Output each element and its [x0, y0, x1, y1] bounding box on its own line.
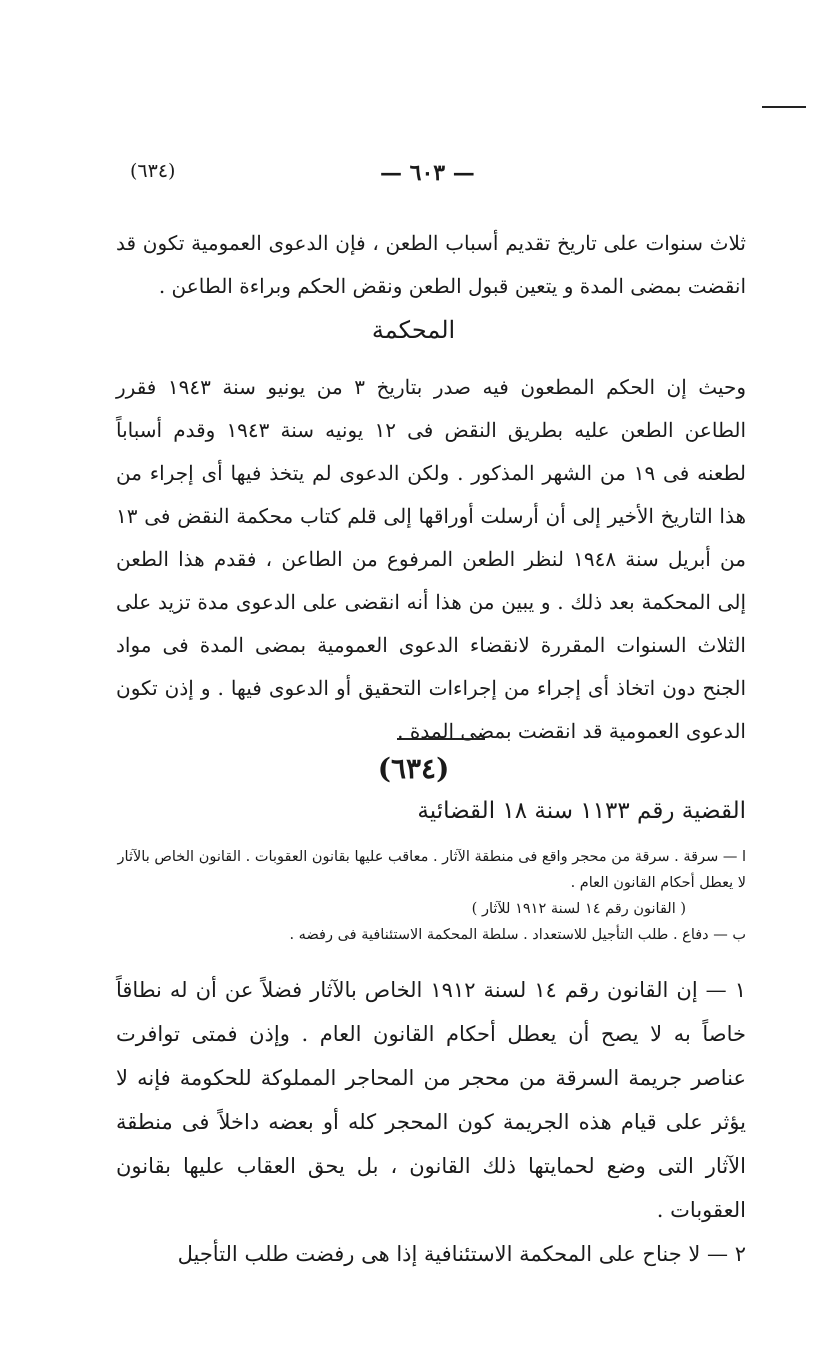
- court-heading: المحكمة: [371, 316, 456, 344]
- page-header: [130, 160, 700, 188]
- case-number: (٦٣٤): [377, 752, 450, 785]
- header-case-ref: (٦٣٤): [130, 160, 176, 182]
- court-reasoning-block: [116, 366, 746, 753]
- rules-block: [116, 968, 746, 1276]
- margin-rule: [762, 106, 806, 108]
- intro-block: [116, 222, 746, 308]
- rule-2: ٢ — لا جناح على المحكمة الاستئنافية إذا هى رفضت طلب التأجيل: [177, 1242, 746, 1266]
- summary-law-ref: ( القانون رقم ١٤ لسنة ١٩١٢ للآثار ): [471, 901, 686, 917]
- rule-1: ١ — إن القانون رقم ١٤ لسنة ١٩١٢ الخاص بالآثار فضلاً عن أن له نطاقاً خاصاً به لا يصح أن يعطل أحكام القانون العام . وإذن فمتى توافرت عناصر جريمة السرقة من محجر من المحاجر المملوكة للحكومة فإنه لا يؤثر على قيام هذه الجريمة كون المحجر كله أو بعضه داخلاً فى منطقة الآثار التى وضع لحمايتها ذلك القانون ، بل يحق العقاب عليها بقانون العقوبات .: [116, 978, 746, 1222]
- case-summary: [116, 844, 746, 948]
- section-separator: [397, 738, 485, 740]
- case-title: القضية رقم ١١٣٣ سنة ١٨ القضائية: [417, 798, 746, 824]
- summary-item-a: ا — سرقة . سرقة من محجر واقع فى منطقة الآثار . معاقب عليها بقانون العقوبات . القانون الخاص بالآثار لا يعطل أحكام القانون العام .: [117, 849, 746, 891]
- page-number: — ٦٠٣ —: [380, 160, 475, 186]
- court-paragraph: وحيث إن الحكم المطعون فيه صدر بتاريخ ٣ من يونيو سنة ١٩٤٣ فقرر الطاعن الطعن عليه بطريق النقض فى ١٢ يونيه سنة ١٩٤٣ وقدم أسباباً لطعنه فى ١٩ من الشهر المذكور . ولكن الدعوى لم يتخذ فيها أى إجراء من هذا التاريخ الأخير إلى أن أرسلت أوراقها إلى قلم كتاب محكمة النقض فى ١٣ من أبريل سنة ١٩٤٨ لنظر الطعن المرفوع من الطاعن ، فقدم هذا الطعن إلى المحكمة بعد ذلك . و يبين من هذا أنه انقضى على الدعوى مدة تزيد على الثلاث السنوات المقررة لانقضاء الدعوى العمومية بمضى المدة فى مواد الجنح دون اتخاذ أى إجراء من إجراءات التحقيق أو الدعوى فيها . و إذن تكون الدعوى العمومية قد انقضت بمضى المدة .: [116, 375, 747, 743]
- intro-paragraph: ثلاث سنوات على تاريخ تقديم أسباب الطعن ، فإن الدعوى العمومية تكون قد انقضت بمضى المدة و يتعين قبول الطعن ونقض الحكم وبراءة الطاعن .: [116, 231, 746, 298]
- summary-item-b: ب — دفاع . طلب التأجيل للاستعداد . سلطة المحكمة الاستئنافية فى رفضه .: [289, 927, 746, 943]
